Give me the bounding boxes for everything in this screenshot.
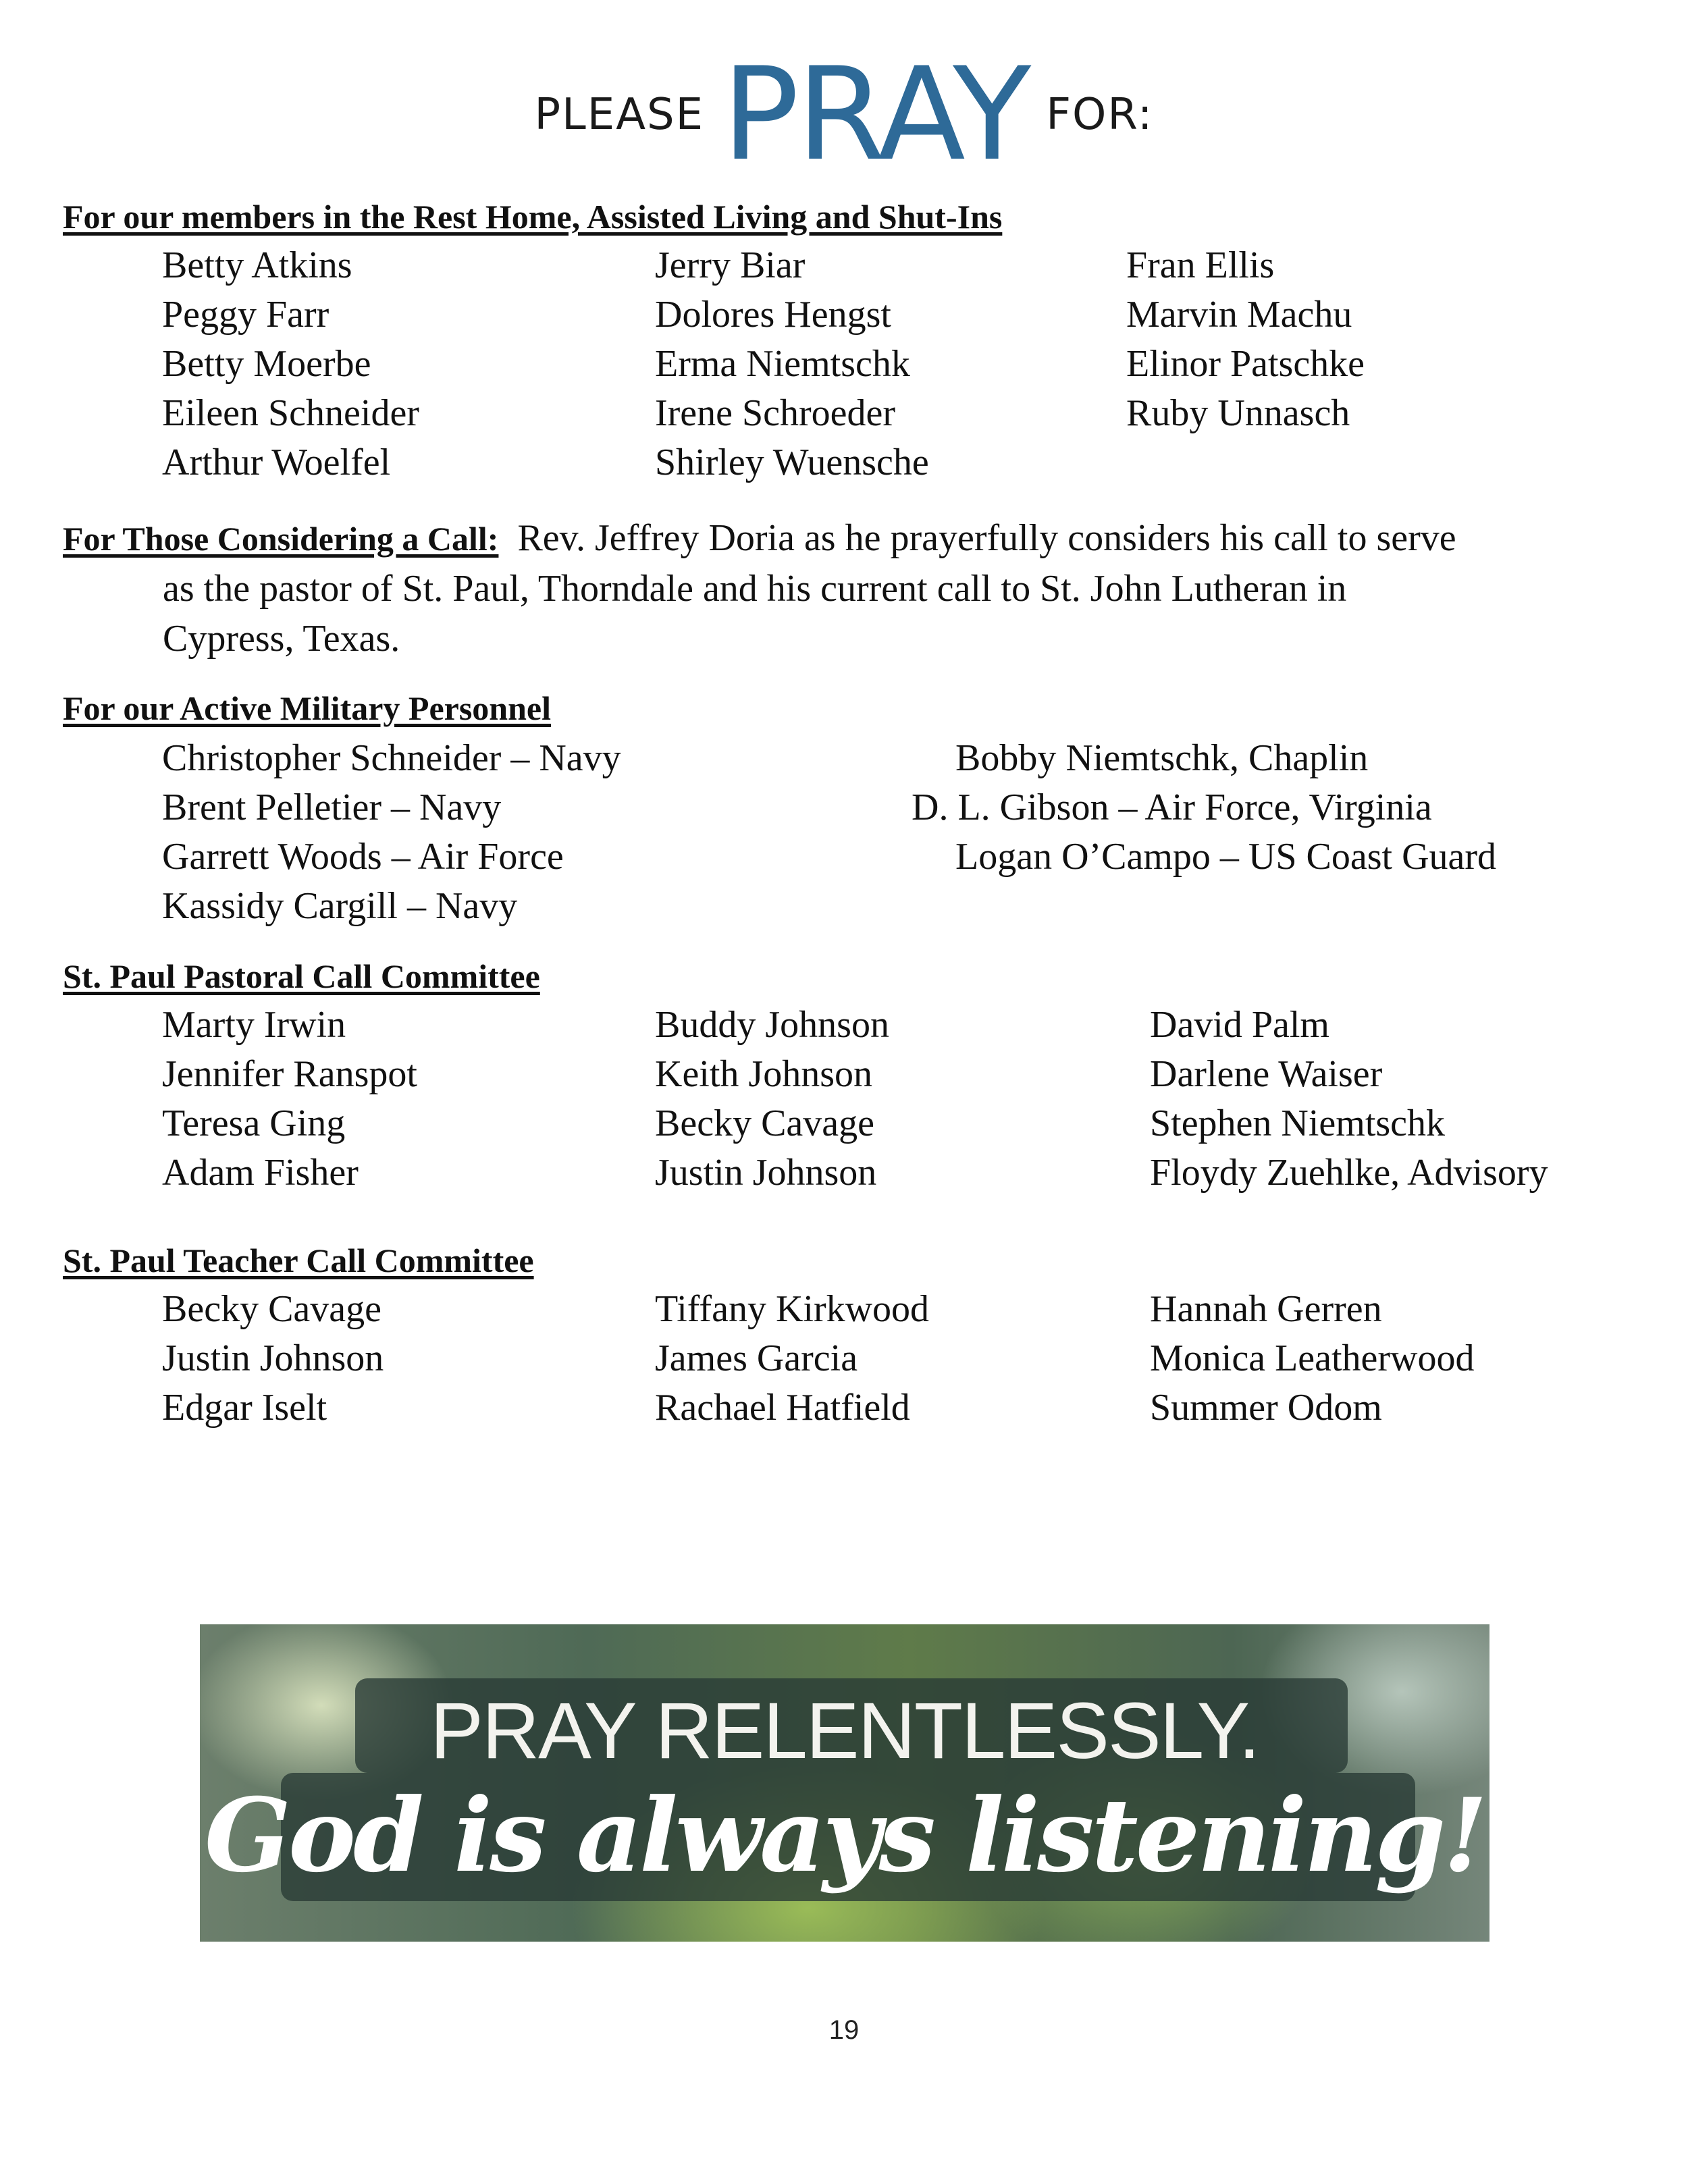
committee-member: Adam Fisher [162,1152,359,1194]
shut-in-name: Fran Ellis [1126,244,1275,286]
shut-in-name: Betty Moerbe [162,343,371,385]
committee-member: Summer Odom [1150,1387,1382,1429]
shut-in-name: Erma Niemtschk [655,343,910,385]
committee-member: David Palm [1150,1004,1329,1046]
committee-member: Stephen Niemtschk [1150,1102,1446,1144]
committee-member: Buddy Johnson [655,1004,889,1046]
pastoral-committee-heading: St. Paul Pastoral Call Committee [63,957,540,995]
shut-in-name: Eileen Schneider [162,392,419,434]
military-name: Christopher Schneider – Navy [162,737,621,779]
committee-member: Keith Johnson [655,1053,872,1095]
call-text-line1: Rev. Jeffrey Doria as he prayerfully considers his call to serve [517,517,1456,559]
shut-in-name: Elinor Patschke [1126,343,1365,385]
military-name: Kassidy Cargill – Navy [162,885,518,927]
committee-member: Hannah Gerren [1150,1288,1382,1330]
page-title [0,40,1688,189]
committee-member: James Garcia [655,1337,858,1379]
shut-in-name: Dolores Hengst [655,294,891,336]
teacher-committee-heading: St. Paul Teacher Call Committee [63,1242,534,1279]
shut-in-name: Jerry Biar [655,244,806,286]
committee-member: Justin Johnson [655,1152,877,1194]
banner-headline: PRAY RELENTLESSLY. [430,1686,1259,1776]
military-name: Garrett Woods – Air Force [162,836,564,878]
call-paragraph [63,513,1627,664]
shut-in-name: Shirley Wuensche [655,442,929,483]
shut-in-name: Marvin Machu [1126,294,1352,336]
committee-member: Floydy Zuehlke, Advisory [1150,1152,1548,1194]
committee-member: Marty Irwin [162,1004,346,1046]
shut-in-name: Irene Schroeder [655,392,896,434]
committee-member: Edgar Iselt [162,1387,327,1429]
shut-ins-heading: For our members in the Rest Home, Assisted Living and Shut-Ins [63,198,1003,236]
committee-member: Teresa Ging [162,1102,346,1144]
title-suffix: FOR: [1046,90,1154,140]
call-text-line3: Cypress, Texas. [163,618,400,660]
committee-member: Becky Cavage [162,1288,381,1330]
page-number: 19 [828,2015,860,2045]
committee-member: Justin Johnson [162,1337,384,1379]
military-name: Bobby Niemtschk, Chaplin [955,737,1369,779]
title-prefix: PLEASE [534,90,705,140]
committee-member: Darlene Waiser [1150,1053,1383,1095]
shut-in-name: Ruby Unnasch [1126,392,1350,434]
military-name: D. L. Gibson – Air Force, Virginia [912,787,1432,828]
call-text-line2: as the pastor of St. Paul, Thorndale and his current call to St. John Lutheran in [163,568,1347,610]
military-heading: For our Active Military Personnel [63,689,551,727]
military-name: Logan O’Campo – US Coast Guard [955,836,1497,878]
committee-member: Monica Leatherwood [1150,1337,1475,1379]
committee-member: Tiffany Kirkwood [655,1288,930,1330]
title-main: PRAY [722,40,1029,189]
shut-in-name: Betty Atkins [162,244,352,286]
banner-script-text: God is always listening! [204,1776,1485,1895]
committee-member: Becky Cavage [655,1102,874,1144]
shut-in-name: Arthur Woelfel [162,442,391,483]
military-name: Brent Pelletier – Navy [162,787,502,828]
pray-banner-image [200,1624,1489,1942]
shut-in-name: Peggy Farr [162,294,329,336]
call-heading: For Those Considering a Call: [63,520,499,558]
committee-member: Jennifer Ranspot [162,1053,417,1095]
committee-member: Rachael Hatfield [655,1387,910,1429]
